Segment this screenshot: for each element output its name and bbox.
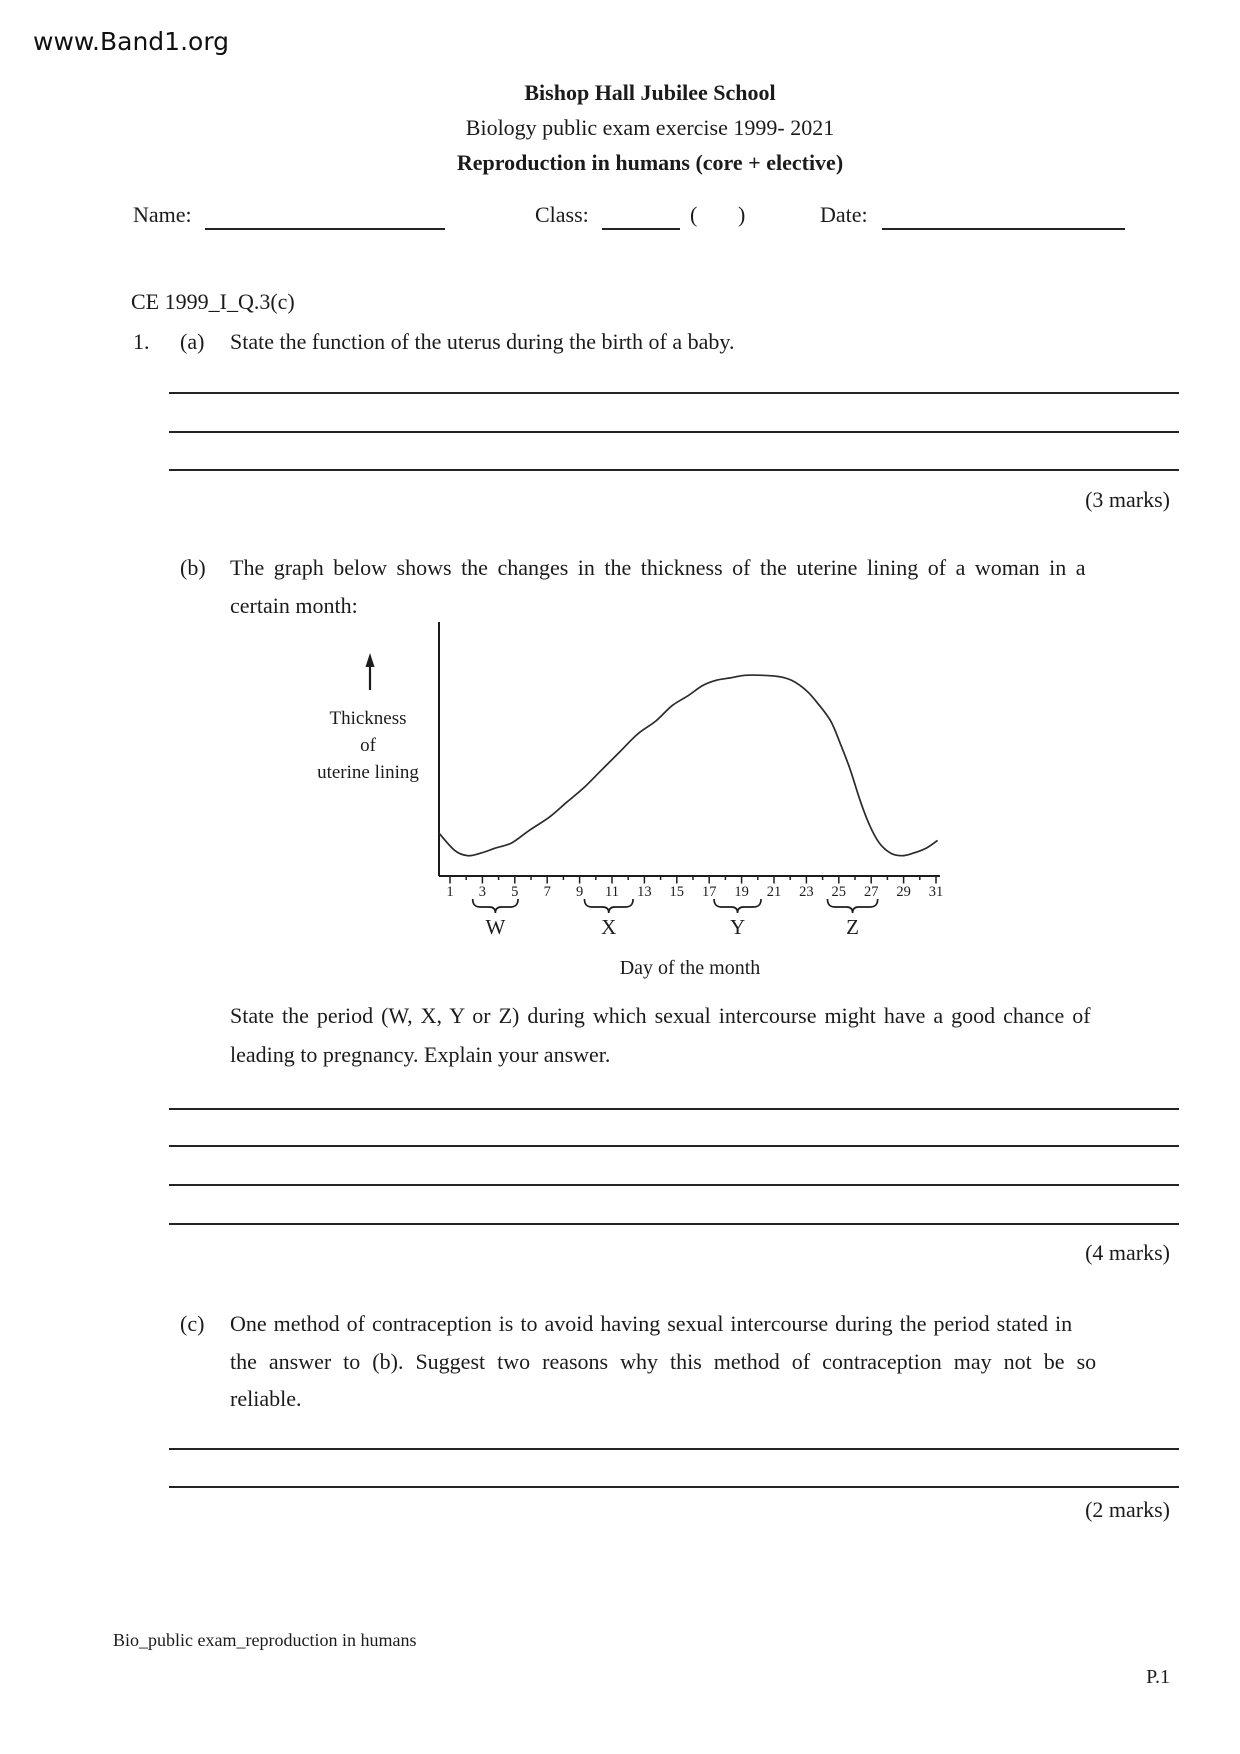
svg-text:X: X: [601, 915, 617, 939]
answer-line-a-3[interactable]: [169, 469, 1179, 471]
svg-text:21: 21: [766, 884, 782, 900]
svg-text:1: 1: [446, 884, 454, 900]
footer-document-title: Bio_public exam_reproduction in humans: [113, 1630, 417, 1650]
svg-text:11: 11: [605, 884, 619, 900]
svg-text:7: 7: [543, 884, 551, 900]
class-field-line[interactable]: [602, 202, 680, 230]
svg-text:15: 15: [669, 884, 685, 900]
answer-line-b-2[interactable]: [169, 1145, 1179, 1147]
part-b-question-line1: State the period (W, X, Y or Z) during which sexual intercourse might have a good chance of: [230, 1003, 1091, 1028]
part-b-marks: (4 marks): [1085, 1240, 1170, 1265]
part-c-line3: reliable.: [230, 1386, 302, 1411]
svg-text:Y: Y: [729, 915, 746, 939]
part-c-line2: the answer to (b). Suggest two reasons why this method of contraception may not be so: [230, 1349, 1097, 1374]
period-labels: [485, 915, 859, 939]
part-a-marks: (3 marks): [1085, 487, 1170, 512]
svg-text:25: 25: [831, 884, 847, 900]
uterine-lining-graph: [250, 612, 960, 992]
part-b-question-line2: leading to pregnancy. Explain your answer.: [230, 1042, 611, 1067]
name-label: Name:: [133, 202, 192, 227]
part-b-intro-line2: certain month:: [230, 593, 358, 618]
answer-line-a-2[interactable]: [169, 431, 1179, 433]
topic-title: Reproduction in humans (core + elective): [456, 150, 844, 175]
svg-text:W: W: [485, 915, 506, 939]
class-paren-open: (: [690, 202, 698, 227]
answer-line-a-1[interactable]: [169, 392, 1179, 394]
part-b-intro-line1: The graph below shows the changes in the thickness of the uterine lining of a woman in a: [230, 555, 1086, 580]
x-axis-label: Day of the month: [619, 957, 761, 979]
svg-text:9: 9: [575, 884, 584, 900]
y-axis-label-line3: uterine lining: [317, 762, 419, 783]
thickness-curve: [439, 675, 938, 856]
part-b-label: (b): [180, 555, 206, 580]
svg-text:23: 23: [799, 884, 814, 900]
class-label: Class:: [535, 202, 589, 227]
svg-text:Z: Z: [846, 915, 859, 939]
svg-text:19: 19: [734, 884, 749, 900]
question-code: CE 1999_I_Q.3(c): [131, 289, 295, 314]
x-axis-tick-labels: [446, 884, 943, 900]
y-axis-label-line2: of: [360, 735, 376, 756]
part-a-label: (a): [180, 329, 205, 354]
answer-line-b-3[interactable]: [169, 1184, 1179, 1186]
class-paren-close: ): [738, 202, 746, 227]
answer-line-b-4[interactable]: [169, 1223, 1179, 1225]
part-c-marks: (2 marks): [1085, 1497, 1170, 1522]
y-axis-label-line1: Thickness: [329, 708, 407, 729]
watermark-band1: www.Band1.org: [33, 27, 230, 56]
svg-text:27: 27: [863, 884, 879, 900]
date-field-line[interactable]: [882, 202, 1125, 230]
footer-page-number: P.1: [1146, 1666, 1170, 1688]
part-c-line1: One method of contraception is to avoid having sexual intercourse during the period stated in: [230, 1311, 1073, 1336]
answer-line-c-2[interactable]: [169, 1486, 1179, 1488]
question-number: 1.: [133, 329, 150, 354]
svg-text:29: 29: [896, 884, 911, 900]
svg-text:13: 13: [637, 884, 652, 900]
answer-line-b-1[interactable]: [169, 1108, 1179, 1110]
svg-text:5: 5: [511, 884, 519, 900]
exercise-title: Biology public exam exercise 1999- 2021: [465, 115, 835, 140]
school-name: Bishop Hall Jubilee School: [524, 80, 776, 105]
period-brackets: [473, 899, 878, 913]
name-field-line[interactable]: [205, 202, 445, 230]
date-label: Date:: [820, 202, 868, 227]
part-a-text: State the function of the uterus during the birth of a baby.: [230, 329, 735, 354]
answer-line-c-1[interactable]: [169, 1448, 1179, 1450]
svg-text:17: 17: [701, 884, 717, 900]
part-c-label: (c): [180, 1311, 205, 1336]
x-axis-ticks: [450, 876, 936, 884]
svg-text:31: 31: [928, 884, 944, 900]
y-axis-up-arrow-icon: [366, 653, 375, 690]
svg-text:3: 3: [478, 884, 487, 900]
